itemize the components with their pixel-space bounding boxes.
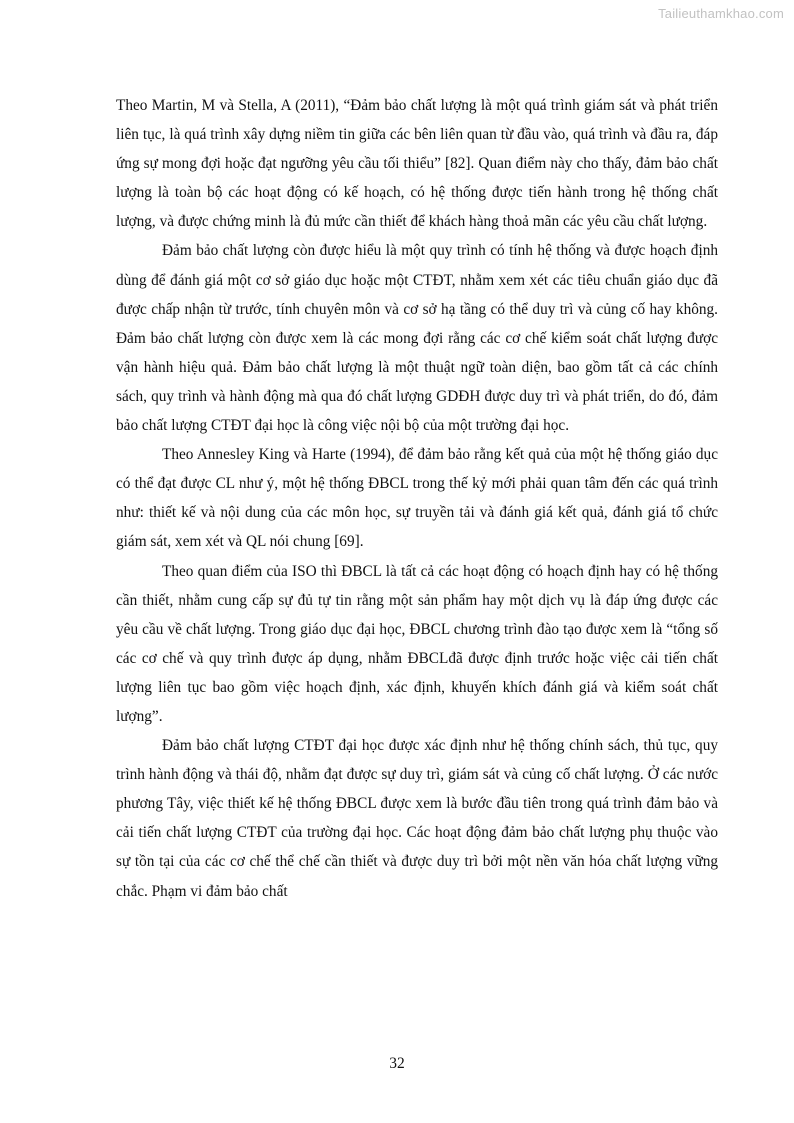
watermark: Tailieuthamkhao.com: [658, 6, 784, 21]
paragraph-2: Đảm bảo chất lượng còn được hiểu là một quy trình có tính hệ thống và được hoạch định dùng để đánh giá một cơ sở giáo dục hoặc một CTĐT, nhằm xem xét các tiêu chuẩn giáo dục đã được chấp nhận từ trước, tính chuyên môn và cơ sở hạ tầng có thể duy trì và củng cố hay không. Đảm bảo chất lượng còn được xem là các mong đợi rằng các cơ chế kiểm soát chất lượng được vận hành hiệu quả. Đảm bảo chất lượng là một thuật ngữ toàn diện, bao gồm tất cả các chính sách, quy trình và hành động mà qua đó chất lượng GDĐH được duy trì và phát triển, do đó, đảm bảo chất lượng CTĐT đại học là công việc nội bộ của một trường đại học.: [116, 242, 718, 435]
page-number: 32: [389, 1055, 405, 1072]
paragraph-4: Theo quan điểm của ISO thì ĐBCL là tất cả các hoạt động có hoạch định hay có hệ thống cần thiết, nhằm cung cấp sự đủ tự tin rằng một sản phẩm hay một dịch vụ là đáp ứng được các yêu cầu về chất lượng. Trong giáo dục đại học, ĐBCL chương trình đào tạo được xem là “tổng số các cơ chế và quy trình được áp dụng, nhằm ĐBCLđã được định trước hoặc việc cải tiến chất lượng liên tục bao gồm việc hoạch định, xác định, khuyến khích đánh giá và kiểm soát chất lượng”.: [116, 562, 718, 725]
paragraph-3: Theo Annesley King và Harte (1994), để đảm bảo rằng kết quả của một hệ thống giáo dục có thể đạt được CL như ý, một hệ thống ĐBCL trong thế kỷ mới phải quan tâm đến các quá trình như: thiết kế và nội dung của các môn học, sự truyền tải và đánh giá kết quả, đánh giá tổ chức giám sát, xem xét và QL nói chung [69].: [116, 446, 718, 551]
document-body: [116, 91, 718, 906]
paragraph-1: Theo Martin, M và Stella, A (2011), “Đảm bảo chất lượng là một quá trình giám sát và phát triển liên tục, là quá trình xây dựng niềm tin giữa các bên liên quan từ đầu vào, quá trình và đầu ra, đáp ứng sự mong đợi hoặc đạt ngưỡng yêu cầu tối thiểu” [82]. Quan điểm này cho thấy, đảm bảo chất lượng là toàn bộ các hoạt động có kế hoạch, có hệ thống được tiến hành trong hệ thống chất lượng, và được chứng minh là đủ mức cần thiết để khách hàng thoả mãn các yêu cầu chất lượng.: [116, 97, 718, 231]
paragraph-5: Đảm bảo chất lượng CTĐT đại học được xác định như hệ thống chính sách, thủ tục, quy trình hành động và thái độ, nhằm đạt được sự duy trì, giám sát và củng cố chất lượng. Ở các nước phương Tây, việc thiết kế hệ thống ĐBCL được xem là bước đầu tiên trong quá trình đảm bảo và cải tiến chất lượng CTĐT của trường đại học. Các hoạt động đảm bảo chất lượng phụ thuộc vào sự tồn tại của các cơ chế thể chế cần thiết và được duy trì bởi một nền văn hóa chất lượng vững chắc. Phạm vi đảm bảo chất: [116, 737, 718, 900]
